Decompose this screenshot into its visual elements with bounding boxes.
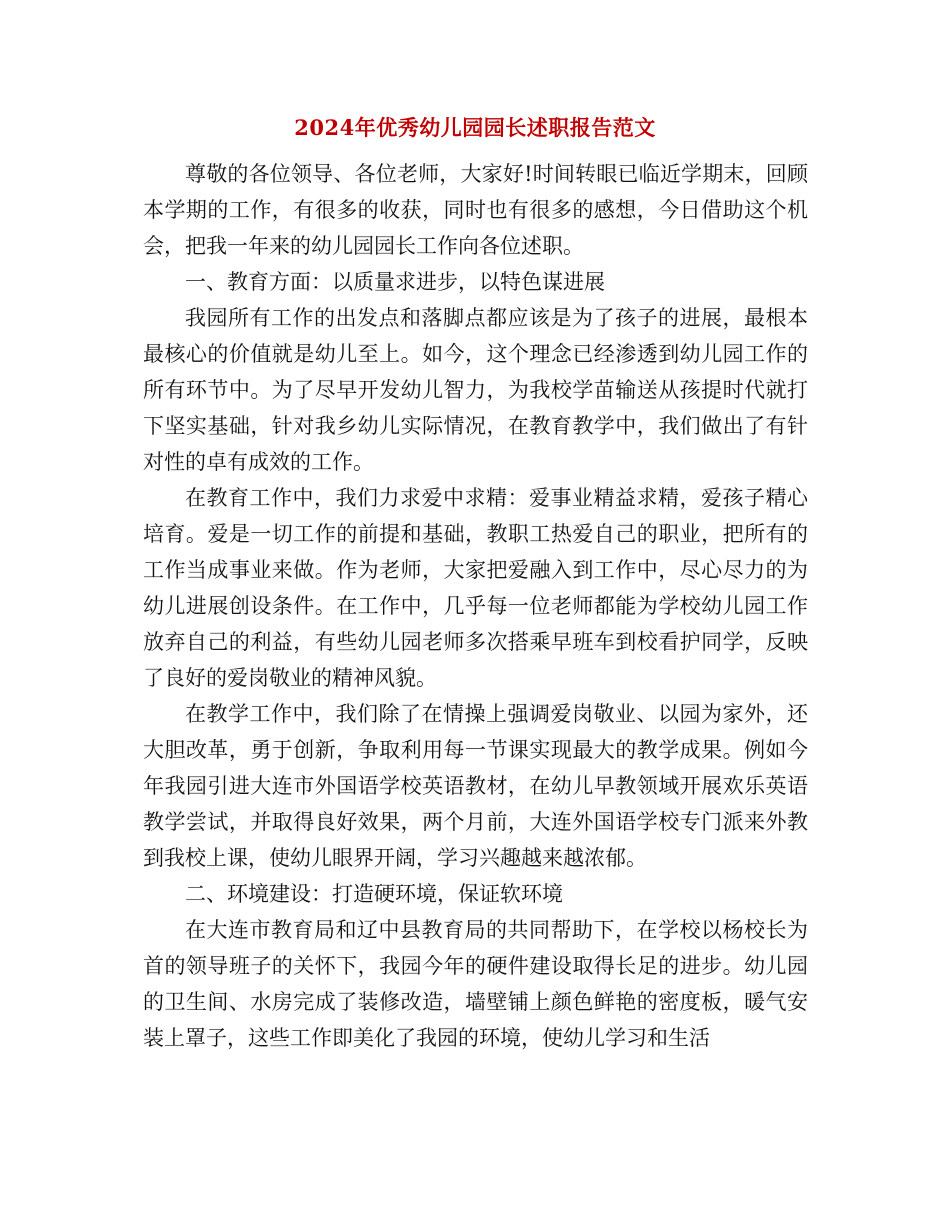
section-heading-education: 一、教育方面：以质量求进步，以特色谋进展 <box>185 270 605 294</box>
paragraph-education-principle: 我园所有工作的出发点和落脚点都应该是为了孩子的进展，最根本最核心的价值就是幼儿至上。如今，这个理念已经渗透到幼儿园工作的所有环节中。为了尽早开发幼儿智力，为我校学苗输送从孩提时代就打下坚实基础，针对我乡幼儿实际情况，在教育教学中，我们做出了有针对性的卓有成效的工作。 <box>143 306 808 474</box>
paragraph-education-work: 在教育工作中，我们力求爱中求精：爱事业精益求精，爱孩子精心培育。爱是一切工作的前提和基础，教职工热爱自己的职业，把所有的工作当成事业来做。作为老师，大家把爱融入到工作中，尽心尽力的为幼儿进展创设条件。在工作中，几乎每一位老师都能为学校幼儿园工作放弃自己的利益，有些幼儿园老师多次搭乘早班车到校看护同学，反映了良好的爱岗敬业的精神风貌。 <box>143 486 808 690</box>
section-heading-environment: 二、环境建设：打造硬环境，保证软环境 <box>185 882 563 906</box>
paragraph-environment: 在大连市教育局和辽中县教育局的共同帮助下，在学校以杨校长为首的领导班子的关怀下，我园今年的硬件建设取得长足的进步。幼儿园的卫生间、水房完成了装修改造，墙壁铺上颜色鲜艳的密度板，暖气安装上罩子，这些工作即美化了我园的环境，使幼儿学习和生活 <box>143 918 808 1050</box>
document-body <box>143 156 808 1056</box>
paragraph-greeting: 尊敬的各位领导、各位老师，大家好!时间转眼已临近学期末，回顾本学期的工作，有很多的收获，同时也有很多的感想，今日借助这个机会，把我一年来的幼儿园园长工作向各位述职。 <box>143 162 808 258</box>
document-title: 2024年优秀幼儿园园长述职报告范文 <box>294 115 656 140</box>
paragraph-teaching-work: 在教学工作中，我们除了在情操上强调爱岗敬业、以园为家外，还大胆改革，勇于创新，争取利用每一节课实现最大的教学成果。例如今年我园引进大连市外国语学校英语教材，在幼儿早教领域开展欢乐英语教学尝试，并取得良好效果，两个月前，大连外国语学校专门派来外教到我校上课，使幼儿眼界开阔，学习兴趣越来越浓郁。 <box>143 702 808 870</box>
